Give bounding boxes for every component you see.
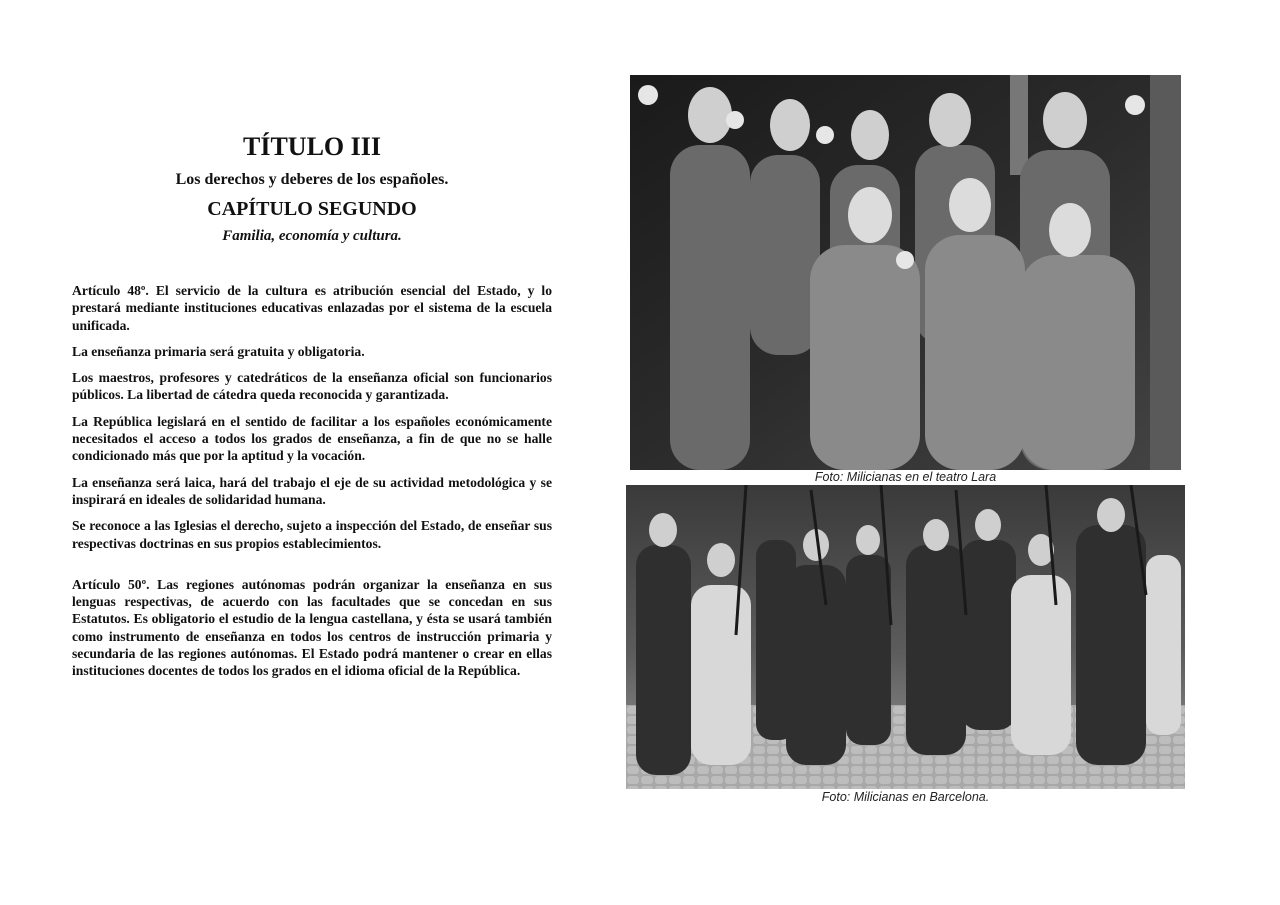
subtitle-heading: Los derechos y deberes de los españoles. bbox=[175, 171, 449, 188]
paragraph: La enseñanza primaria será gratuita y obligatoria. bbox=[72, 343, 365, 359]
paragraph: La enseñanza será laica, hará del trabajo el eje de su actividad metodológica y se inspirará en ideales de solidaridad humana. bbox=[72, 474, 552, 507]
photo-caption: Foto: Milicianas en Barcelona. bbox=[821, 790, 990, 804]
paragraph: Se reconoce a las Iglesias el derecho, sujeto a inspección del Estado, de enseñar sus respectivas doctrinas en sus propios establecimientos. bbox=[72, 518, 552, 551]
chapter-heading: CAPÍTULO SEGUNDO bbox=[207, 198, 417, 220]
paragraph-article-48: Artículo 48º. El servicio de la cultura es atribución esencial del Estado, y lo prestará mediante instituciones educativas enlazadas por el sistema de la escuela unificada. bbox=[72, 283, 552, 333]
paragraph: La República legislará en el sentido de facilitar a los españoles económicamente necesitados el acceso a todos los grados de enseñanza, a fin de que no se halle condicionado más que por la aptitud y la vocación. bbox=[72, 413, 552, 464]
photo-milicianas-barcelona bbox=[626, 485, 1185, 789]
title-heading: TÍTULO III bbox=[243, 132, 381, 161]
photo-milicianas-teatro-lara bbox=[630, 75, 1181, 470]
paragraph: Los maestros, profesores y catedráticos de la enseñanza oficial son funcionarios públicos. La libertad de cátedra queda reconocida y garantizada. bbox=[72, 370, 552, 403]
text-column bbox=[72, 130, 552, 689]
article-text bbox=[72, 282, 552, 680]
photo-caption: Foto: Milicianas en el teatro Lara bbox=[814, 470, 997, 484]
chapter-subtitle: Familia, economía y cultura. bbox=[222, 228, 402, 244]
paragraph-article-50: Artículo 50º. Las regiones autónomas podrán organizar la enseñanza en sus lenguas respectivas, de acuerdo con las facultades que se concedan en sus Estatutos. Es obligatorio el estudio de la lengua castellana, y ésta se usará también como instrumento de enseñanza en todos los centros de instrucción primaria y secundaria de las regiones autónomas. El Estado podrá mantener o crear en ellas instituciones docentes de todos los grados en el idioma oficial de la República. bbox=[72, 576, 552, 679]
